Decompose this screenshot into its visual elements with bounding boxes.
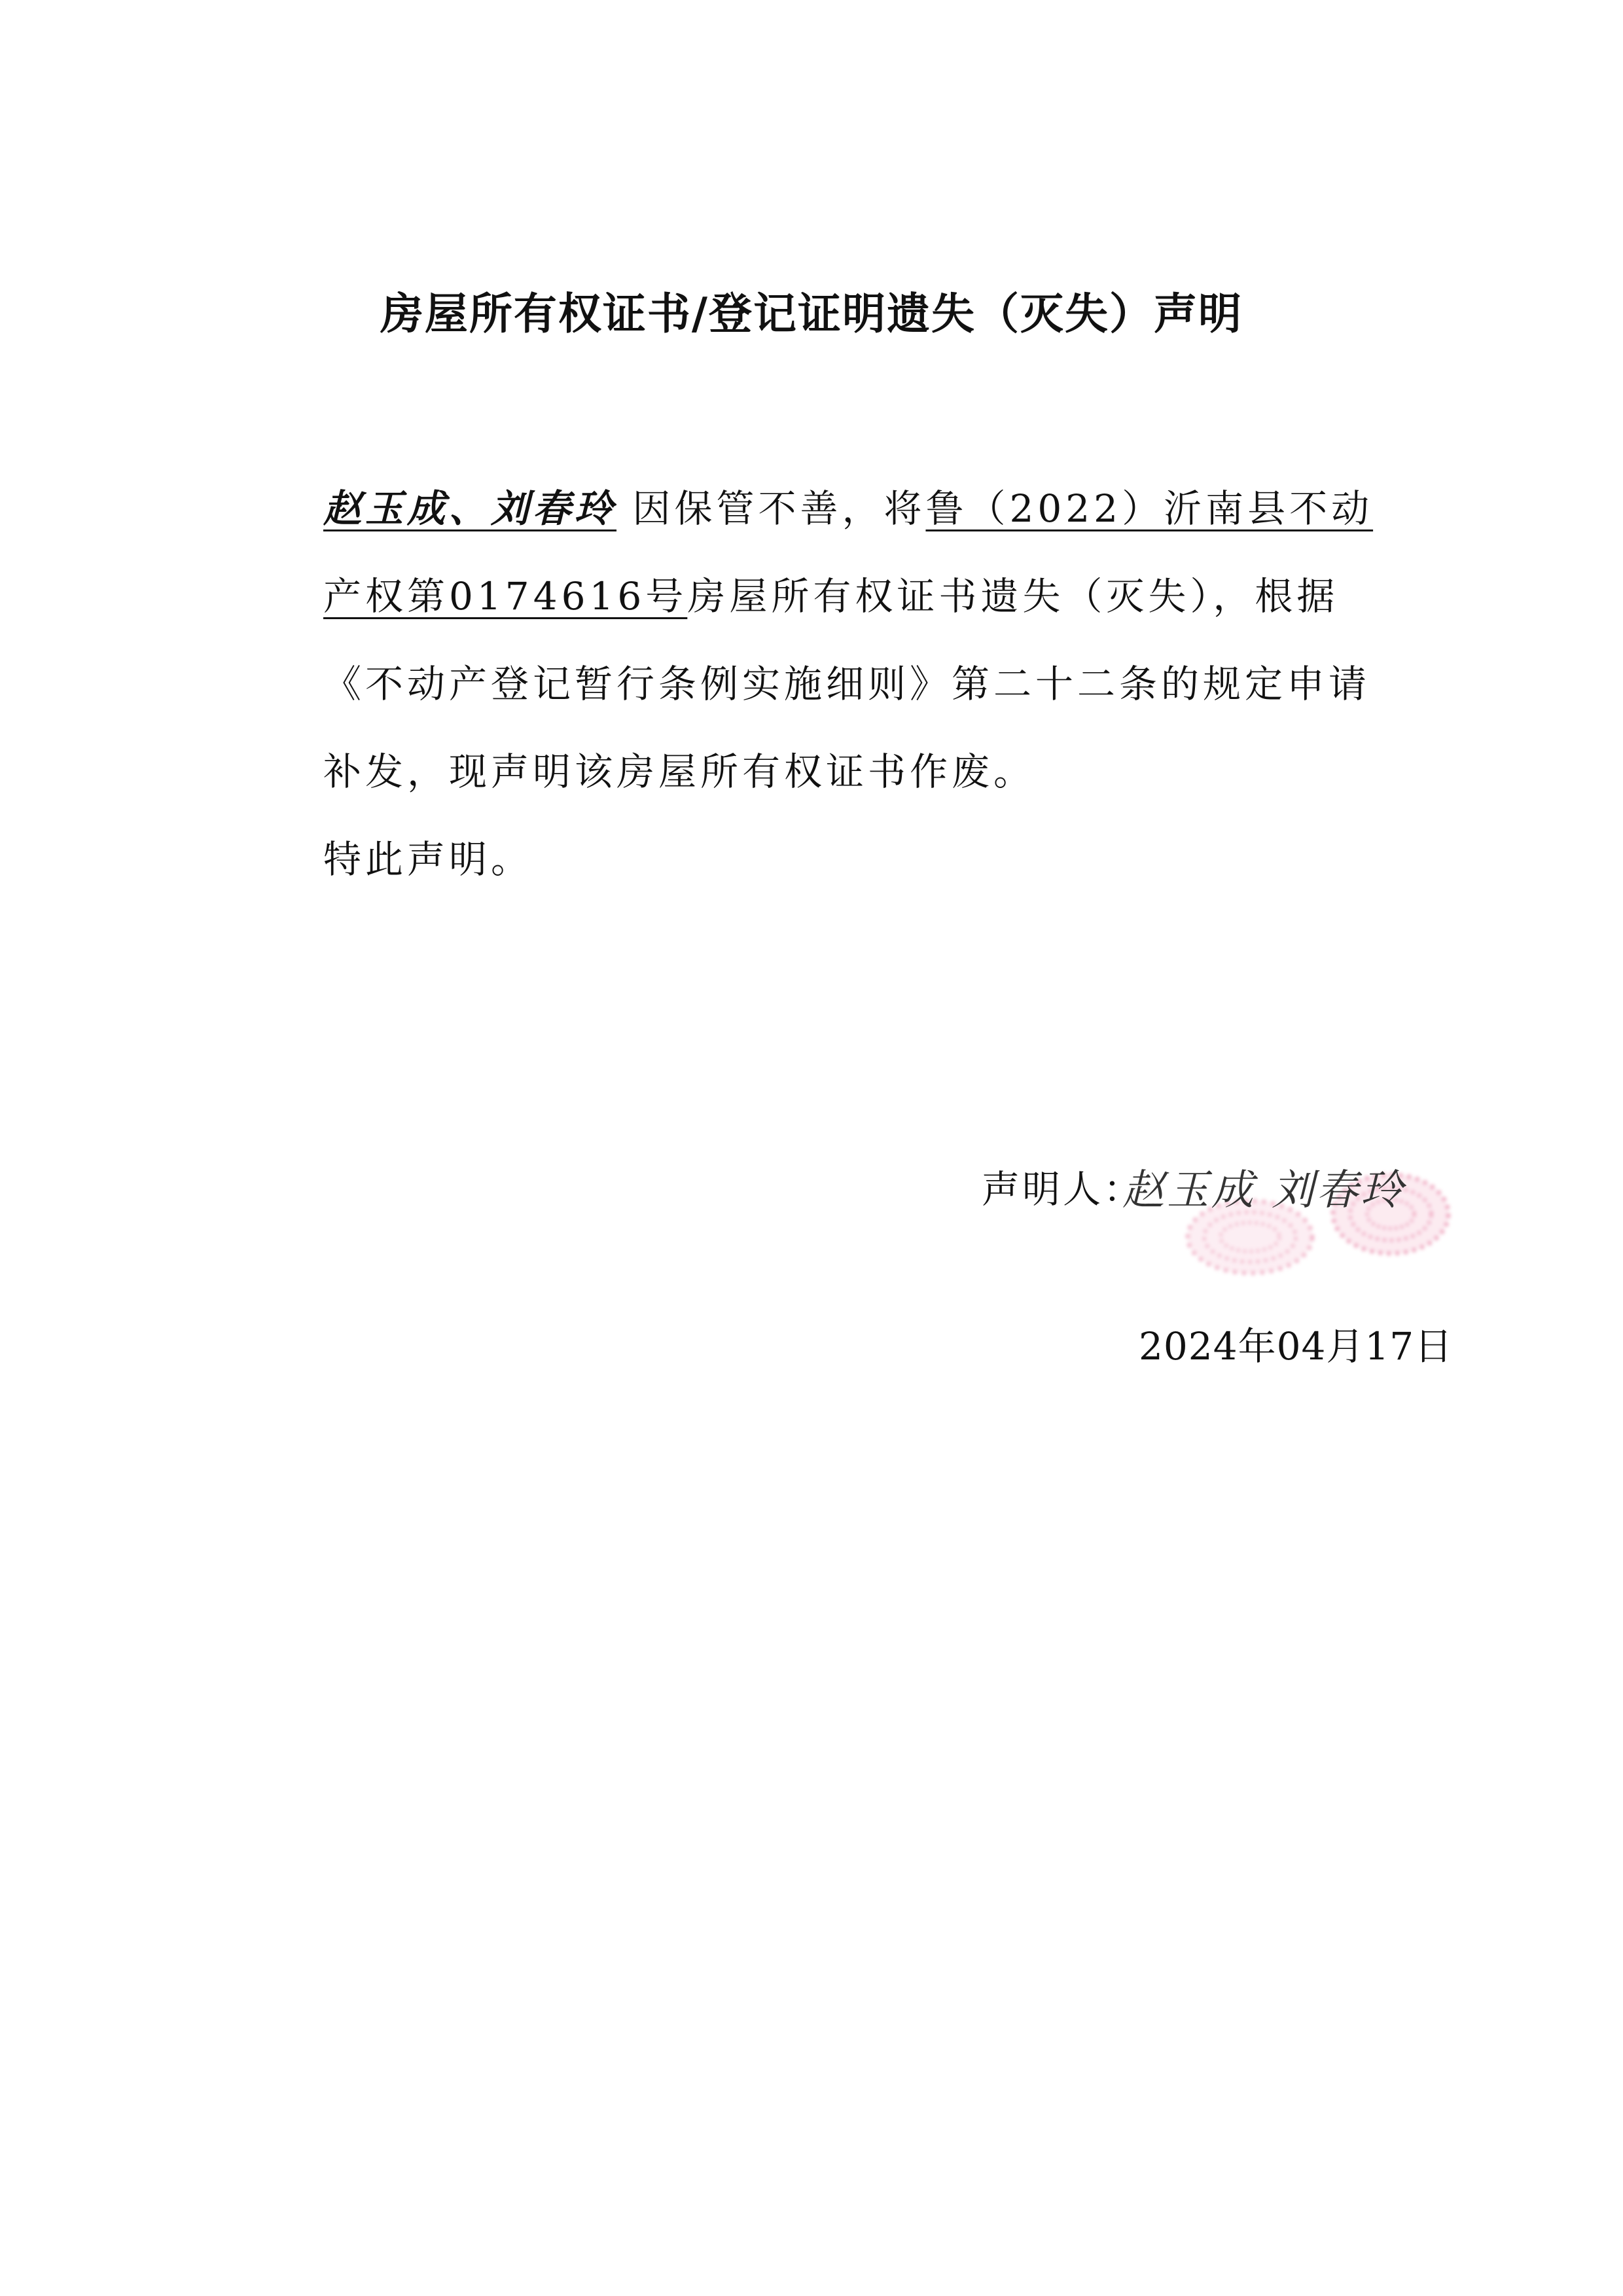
handwritten-signature: 赵玉成 刘春玲 (1122, 1166, 1406, 1215)
signer-label: 声明人： (982, 1167, 1145, 1211)
statement-date: 2024年04月17日 (1139, 1324, 1454, 1369)
closing-line: 特此声明。 (323, 837, 533, 882)
owner-names: 赵玉成、刘春玲 (323, 486, 617, 531)
statement-text-2: 房屋所有权证书遗失（灭失），根据《不动产登记暂行条例实施细则》第二十二条的规定申请补发，现声明该房屋所有权证书作废。 (323, 574, 1371, 794)
statement-paragraph (242, 465, 1394, 816)
statement-text-1: 因保管不善，将 (632, 486, 926, 531)
document-title: 房屋所有权证书/登记证明遗失（灭失）声明 (380, 288, 1243, 339)
certificate-number: 鲁（2022）沂南县不动产权第0174616号 (323, 486, 1374, 619)
statement-body (242, 465, 1394, 903)
